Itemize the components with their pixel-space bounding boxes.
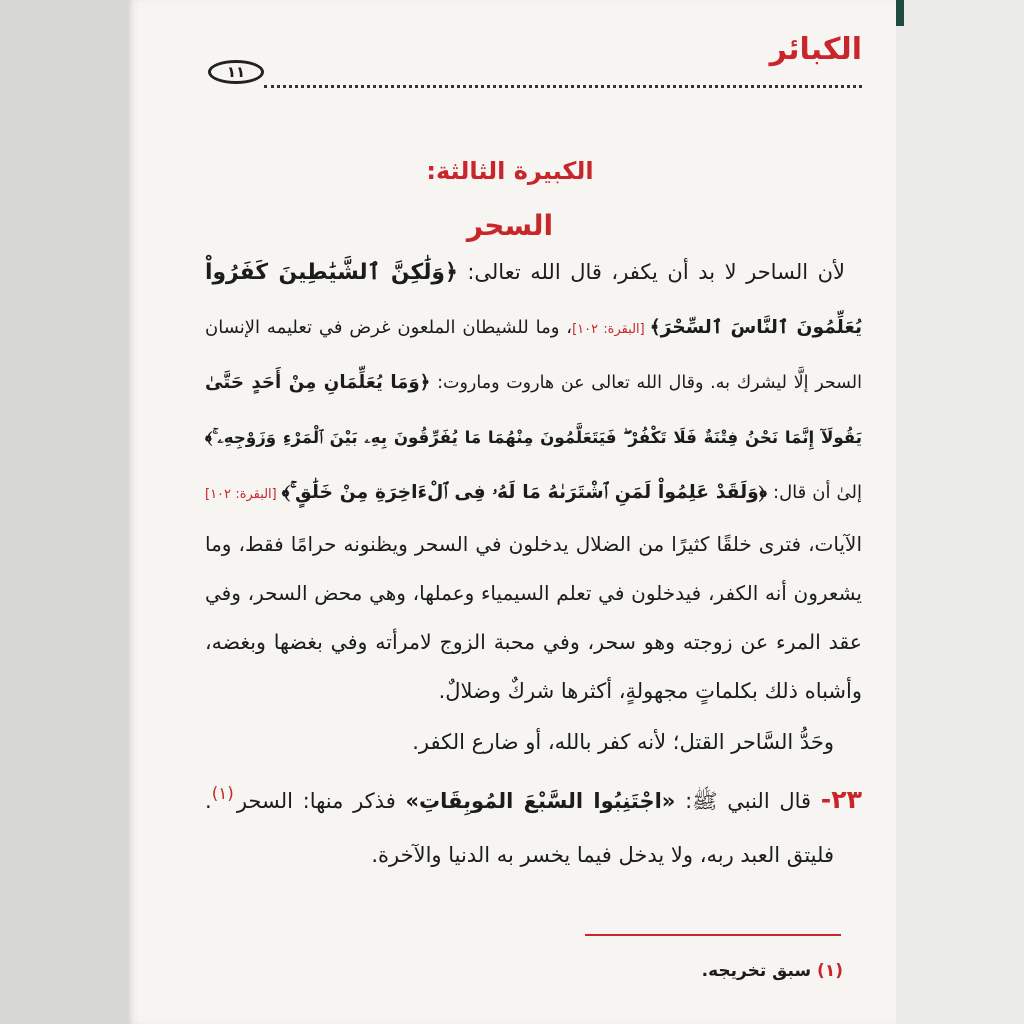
text-line bbox=[205, 520, 862, 569]
body-text: يشعرون أنه الكفر، فيدخلون في تعلم السيمياء وعملها، وهي محض السحر، وفي bbox=[205, 581, 862, 605]
body-text: عقد المرء عن زوجته وهو سحر، وفي محبة الزوج لامرأته وفي بغضها وبغضه، bbox=[205, 630, 862, 654]
chapter-label: الكبيرة الثالثة: bbox=[426, 157, 594, 185]
sentence-end: . bbox=[205, 789, 212, 813]
book-title: الكبائر bbox=[769, 32, 862, 67]
body-text: لأن الساحر لا بد أن يكفر، قال الله تعالى: bbox=[457, 260, 845, 284]
text-line bbox=[205, 667, 862, 716]
text-line bbox=[205, 718, 862, 766]
text-line bbox=[205, 465, 862, 520]
book-page bbox=[128, 0, 896, 1024]
quran-verse: يَقُولَآ إِنَّمَا نَحْنُ فِتْنَةٌ فَلَا تَكْفُرْ ۖ فَيَتَعَلَّمُونَ مِنْهُمَا مَا يُفَرِّقُونَ بِهِۦ بَيْنَ ٱلْمَرْءِ وَزَوْجِهِۦ ۚ﴾ bbox=[205, 428, 862, 447]
paragraph-3 bbox=[205, 776, 862, 824]
body-text: إلىٰ أن قال: bbox=[767, 482, 863, 503]
text-line bbox=[205, 569, 862, 618]
quran-verse: ﴿وَمَا يُعَلِّمَانِ مِنْ أَحَدٍ حَتَّىٰ bbox=[205, 372, 431, 393]
background-right bbox=[896, 0, 1024, 1024]
text-line bbox=[205, 410, 862, 465]
footnote bbox=[523, 955, 843, 987]
text-line bbox=[205, 776, 862, 824]
hadith-text: «اجْتَنِبُوا السَّبْعَ المُوبِقَاتِ» bbox=[405, 789, 676, 813]
text-line bbox=[205, 245, 862, 300]
footnote-rule bbox=[585, 934, 841, 936]
text-line bbox=[205, 831, 862, 879]
paragraph-1 bbox=[205, 245, 862, 716]
text-line bbox=[205, 300, 862, 355]
text-line bbox=[205, 618, 862, 667]
footnote-marker: (١) bbox=[211, 782, 234, 803]
chapter-title: السحر bbox=[466, 209, 554, 242]
body-text: السحر إلَّا ليشرك به. وقال الله تعالى عن هاروت وماروت: bbox=[430, 373, 862, 393]
page-number: ١١ bbox=[208, 60, 264, 84]
paragraph-4 bbox=[205, 831, 862, 879]
body-text: وأشباه ذلك بكلماتٍ مجهولةٍ، أكثرها شركٌ وضلالٌ. bbox=[438, 679, 862, 703]
body-text: قال النبي ﷺ: bbox=[675, 789, 821, 813]
body-text: الآيات، فترى خلقًا كثيرًا من الضلال يدخلون في السحر ويظنونه حرامًا فقط، وما bbox=[205, 532, 862, 556]
paragraph-2 bbox=[205, 718, 862, 766]
hadith-number: ٢٣- bbox=[820, 785, 862, 814]
footnote-text: سبق تخريجه. bbox=[701, 961, 818, 981]
verse-reference: [البقرة: ١٠٢] bbox=[572, 322, 645, 337]
body-text: ، وما للشيطان الملعون غرض في تعليمه الإنسان bbox=[205, 317, 573, 338]
text-line bbox=[205, 355, 862, 410]
body-text: فذكر منها: السحر bbox=[236, 789, 406, 813]
footnote-number: (١) bbox=[817, 961, 843, 981]
header-dotted-rule bbox=[264, 85, 862, 88]
verse-reference: [البقرة: ١٠٢] bbox=[205, 487, 277, 502]
quran-verse: ﴿وَلَٰكِنَّ ٱلشَّيَٰطِينَ كَفَرُواْ bbox=[205, 260, 458, 285]
body-text: وحَدُّ السَّاحر القتل؛ لأنه كفر بالله، أو ضارع الكفر. bbox=[412, 730, 834, 754]
body-text: فليتق العبد ربه، ولا يدخل فيما يخسر به الدنيا والآخرة. bbox=[371, 843, 834, 867]
quran-verse: ﴿وَلَقَدْ عَلِمُواْ لَمَنِ ٱشْتَرَىٰهُ مَا لَهُۥ فِى ٱلْءَاخِرَةِ مِنْ خَلَٰقٍ ۚ﴾ bbox=[281, 482, 768, 503]
quran-verse: يُعَلِّمُونَ ٱلنَّاسَ ٱلسِّحْرَ﴾ bbox=[649, 317, 862, 338]
